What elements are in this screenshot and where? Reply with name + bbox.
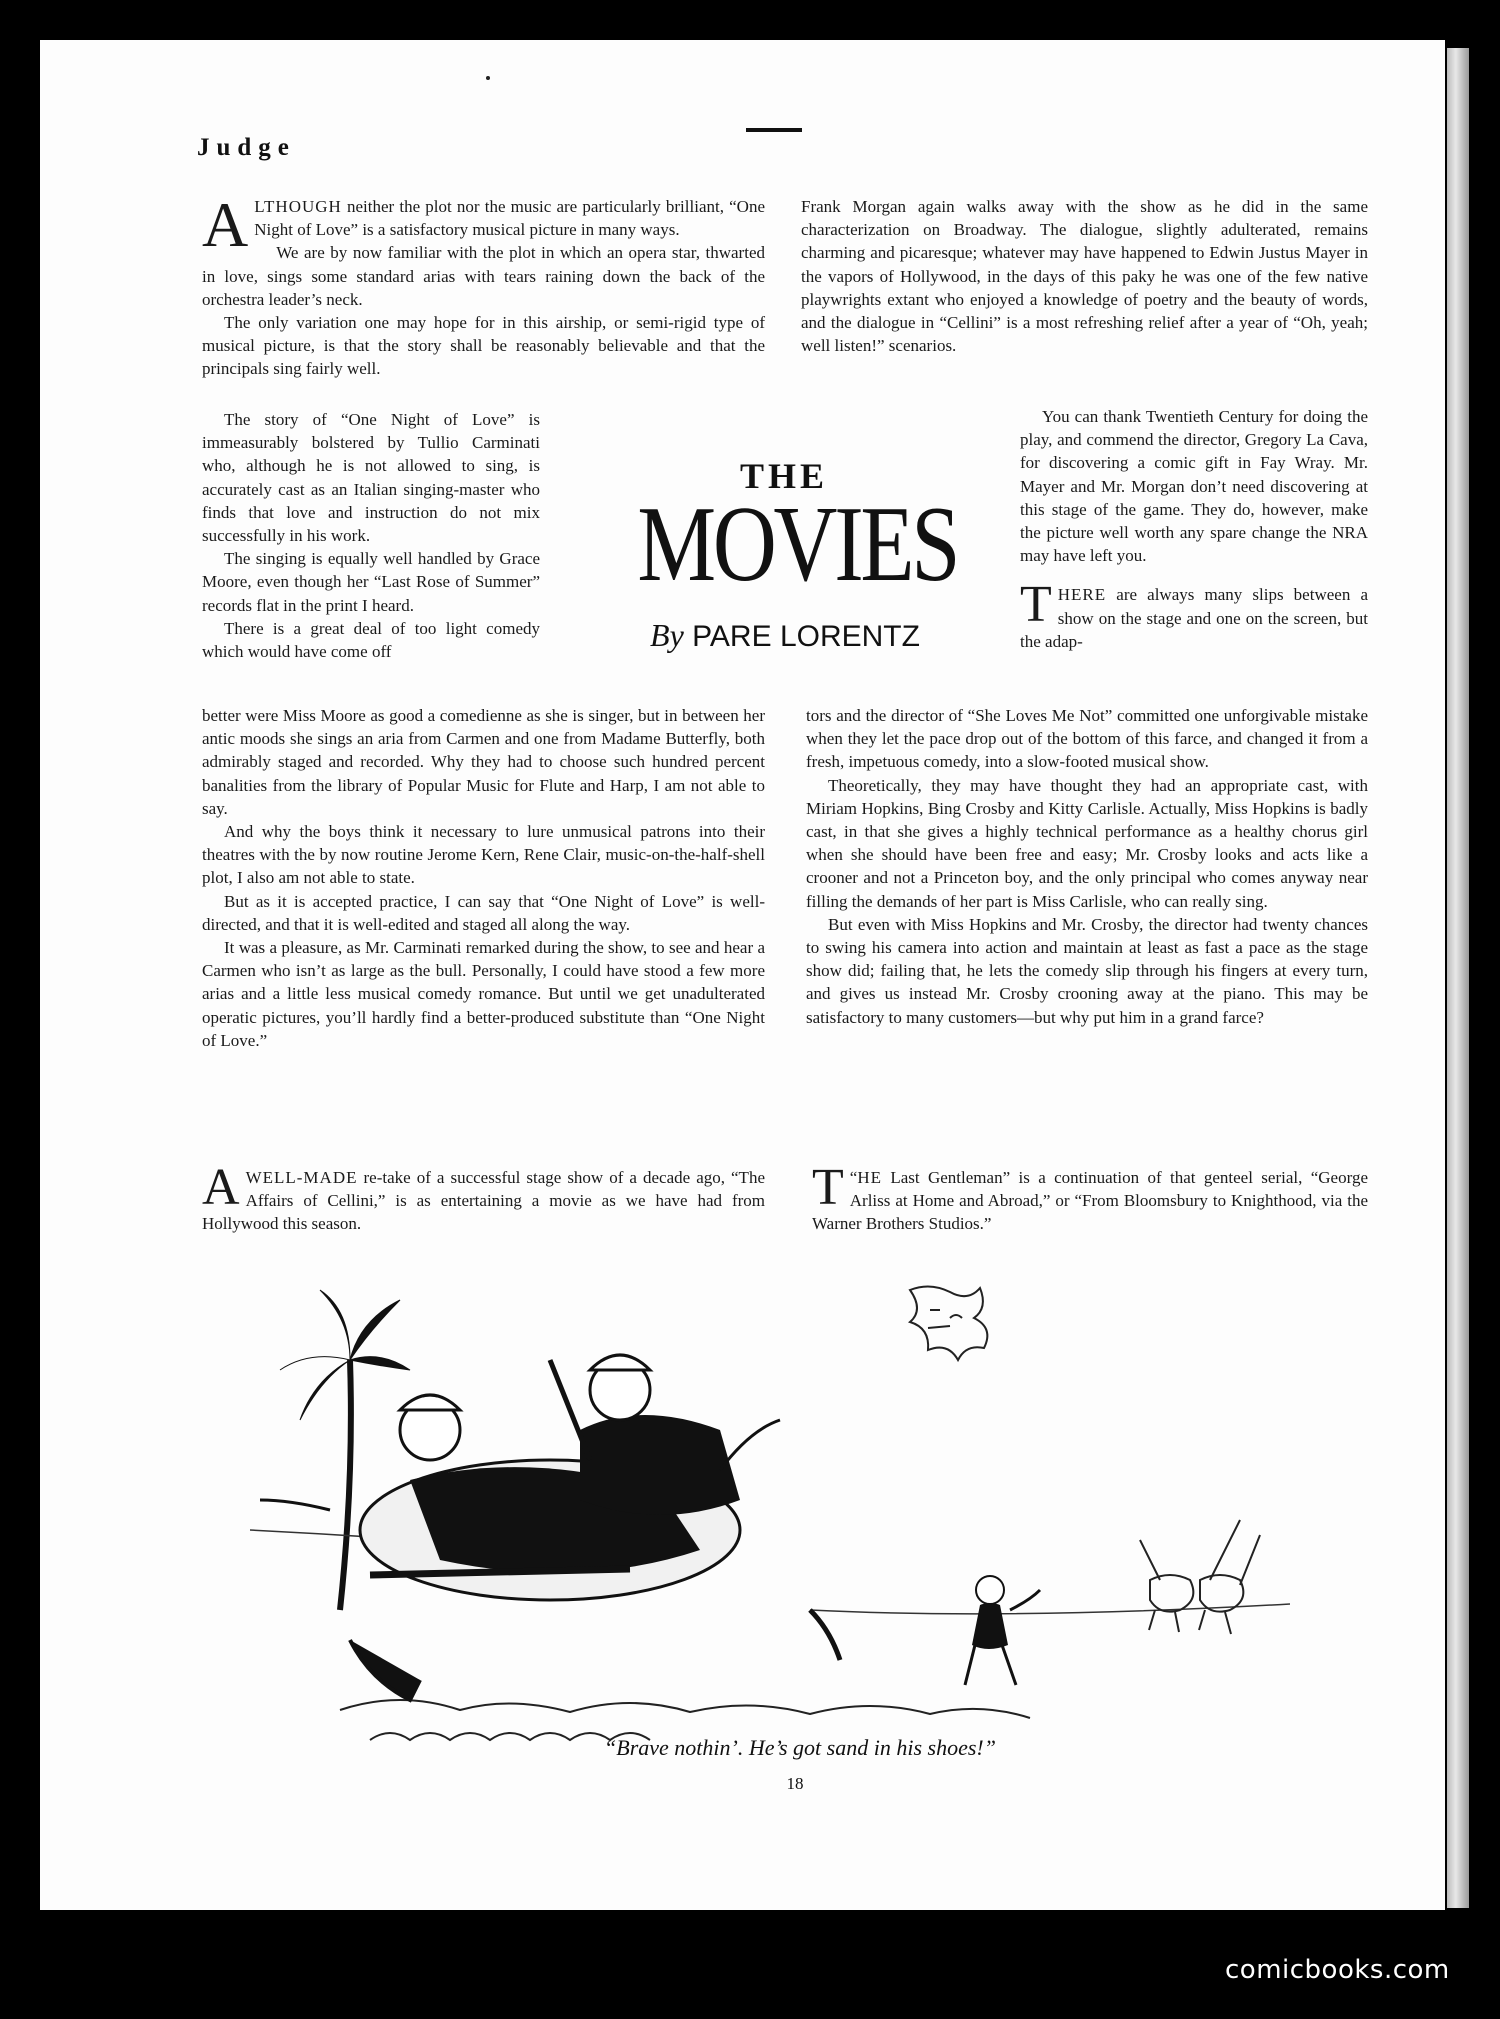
right-column-top (801, 195, 1368, 357)
source-watermark: comicbooks.com (1225, 1955, 1450, 1985)
drop-cap: T (1020, 576, 1052, 634)
paragraph: It was a pleasure, as Mr. Carminati remarked during the show, to see and hear a Carmen who isn’t as large as the bull. Personally, I could have stood a few more arias and a little less musical comedy romance. But until we get unadulterated operatic pictures, you’ll hardly find a better-produced substitute than “One Night of Love.” (202, 938, 765, 1050)
paragraph: Frank Morgan again walks away with the show as he did in the same characterization on Broadway. The dialogue, slightly adulterated, remains charming and picaresque; whatever may have happened to Edwin Justus Mayer in the vapors of Hollywood, in the days of this paky he was one of the few native playwrights extant who enjoyed a knowledge of poetry and the beauty of words, and the dialogue in “Cellini” is a most refreshing relief after a year of “Oh, yeah; well listen!” scenarios. (801, 197, 1368, 356)
running-head: Judge (197, 134, 296, 161)
paragraph: There is a great deal of too light comedy which would have come off (202, 618, 540, 662)
distant-horsemen (1140, 1520, 1260, 1634)
paragraph: AWELL-MADE re-take of a successful stage show of a decade ago, “The Affairs of Cellini,” is as entertaining a movie as we have had from Hollywood this season. (202, 1159, 765, 1234)
paragraph: But as it is accepted practice, I can say that “One Night of Love” is well-directed, and that it is well-edited and staged all along the way. (202, 891, 765, 934)
ink-dot (486, 76, 490, 80)
paragraph: tors and the director of “She Loves Me Not” committed one unforgivable mistake when they let the pace drop out of the bottom of this farce, and changed it from a fresh, impetuous comedy, into a slow-footed musical show. (806, 706, 1368, 772)
paragraph: You can thank Twentieth Century for doing the play, and commend the director, Gregory La Cava, for discovering a comic gift in Fay Wray. Mr. Mayer and Mr. Morgan don’t need discovering at this stage of the game. They do, however, make the picture well worth any spare change the NRA may have left you. (1020, 407, 1368, 566)
facing-page-edge (1447, 48, 1469, 1908)
drop-cap: A (202, 1159, 240, 1216)
sun-sketch (910, 1286, 987, 1360)
cartoon-illustration (250, 1280, 1350, 1750)
cartoon-caption: “Brave nothin’. He’s got sand in his shoes!” (604, 1735, 996, 1760)
paragraph: THERE are always many slips between a show on the stage and one on the screen, but the adap- (1020, 576, 1368, 651)
title-movies: MOVIES (637, 485, 958, 604)
paragraph: better were Miss Moore as good a comedienne as she is singer, but in between her antic moods she sings an aria from Carmen and one from Madame Butterfly, both admirably staged and recorded. Why they had to choose such hundred percent banalities from the library of Popular Music for Flute and Harp, I am not able to say. (202, 706, 765, 818)
left-column-final (202, 1159, 765, 1236)
page-number: 18 (786, 1774, 804, 1793)
paragraph: And why the boys think it necessary to lure unmusical patrons into their theatres with the by now routine Jerome Kern, Rene Clair, music-on-the-half-shell plot, I also am not able to state. (202, 822, 765, 888)
left-column-top (202, 189, 765, 381)
left-column-bottom (202, 704, 765, 1052)
paragraph: The singing is equally well handled by Grace Moore, even though her “Last Rose of Summer” records flat in the print I heard. (202, 549, 540, 615)
right-column-narrow (1020, 405, 1368, 653)
right-column-bottom (806, 704, 1368, 1029)
drop-cap: A (202, 189, 249, 260)
byline-author: PARE LORENTZ (692, 620, 920, 653)
paragraph: The only variation one may hope for in this airship, or semi-rigid type of musical picture, is that the story shall be reasonably believable and that the principals sing fairly well. (202, 313, 765, 379)
left-column-narrow (202, 408, 540, 663)
paragraph: We are by now familiar with the plot in which an opera star, thwarted in love, sings some standard arias with tears raining down the back of the orchestra leader’s neck. (202, 243, 765, 309)
byline (605, 617, 965, 654)
title-the: THE (739, 456, 829, 496)
byline-by: By (650, 617, 684, 653)
paragraph: The story of “One Night of Love” is immeasurably bolstered by Tullio Carminati who, although he is not allowed to sing, is accurately cast as an Italian singing-master who finds that love and instruction do not mix successfully in his work. (202, 410, 540, 546)
paragraph: “ T HE Last Gentleman” is a continuation of that genteel serial, “George Arliss at Home and Abroad,” or “From Bloomsbury to Knighthood, via the Warner Brothers Studios.” (812, 1159, 1368, 1234)
paragraph: But even with Miss Hopkins and Mr. Crosby, the director had twenty chances to swing his camera into action and maintain at least as fast a pace as the stage show did; failing that, he lets the comedy slip through his fingers at every turn, and gives us instead Mr. Crosby crooning away at the piano. This may be satisfactory to many customers—but why put him in a grand farce? (806, 914, 1368, 1027)
ground-line (340, 1700, 1030, 1718)
small-figure (965, 1576, 1040, 1685)
paragraph: ALTHOUGH neither the plot nor the music are particularly brilliant, “One Night of Love” is a satisfactory musical picture in many ways. (202, 189, 765, 260)
paragraph: Theoretically, they may have thought they had an appropriate cast, with Miriam Hopkins, Bing Crosby and Kitty Carlisle. Actually, Miss Hopkins is badly cast, in that she gives a highly technical performance as a healthy chorus girl when she should have been free and easy; Mr. Crosby looks and acts like a crooner and not a Princeton boy, and the only principal who comes anyway near filling the demands of her part is Miss Carlisle, who can really sing. (806, 775, 1368, 911)
top-rule (746, 128, 802, 132)
right-column-final (812, 1159, 1368, 1236)
drop-cap: T (812, 1159, 844, 1216)
